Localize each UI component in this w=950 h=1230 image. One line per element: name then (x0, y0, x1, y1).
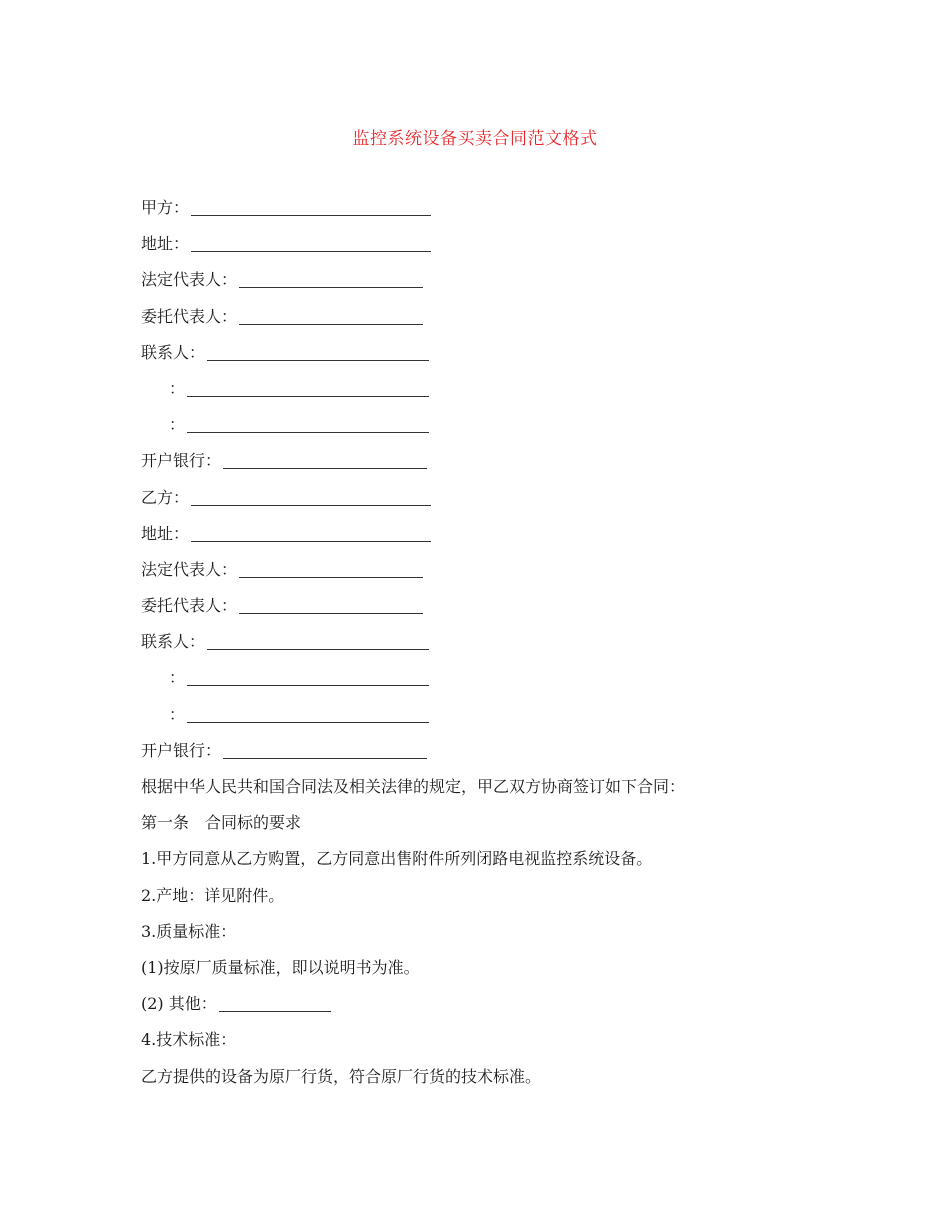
item-3-text: 3.质量标准： (141, 921, 237, 941)
party-b-agent-row (141, 593, 841, 629)
item-2-text: 2.产地：详见附件。 (141, 885, 285, 905)
item-4-text: 4.技术标准： (141, 1030, 237, 1050)
item-4-detail-text: 乙方提供的设备为原厂行货，符合原厂行货的技术标准。 (141, 1066, 542, 1086)
party-b-legal-rep-label: 法定代表人： (141, 559, 238, 579)
preamble-text: 根据中华人民共和国合同法及相关法律的规定，甲乙双方协商签订如下合同： (141, 777, 686, 796)
party-b-blank1-row (141, 665, 841, 701)
party-a-blank1-row (141, 376, 841, 412)
party-b-name-label: 乙方： (141, 487, 190, 507)
party-a-blank1-label: ： (169, 378, 186, 398)
item-1-text: 1.甲方同意从乙方购置，乙方同意出售附件所列闭路电视监控系统设备。 (141, 849, 653, 869)
party-b-bank-row (141, 738, 841, 774)
party-a-name-label: 甲方： (141, 198, 190, 217)
party-b-blank2-label: ： (169, 704, 186, 724)
party-b-contact-field[interactable] (207, 629, 429, 650)
party-a-blank2-row (141, 412, 841, 448)
party-a-bank-row (141, 448, 841, 484)
party-b-name-field[interactable] (191, 485, 431, 506)
party-b-blank2-row (141, 702, 841, 738)
party-b-blank2-field[interactable] (187, 702, 429, 723)
party-b-legal-rep-row (141, 557, 841, 593)
item-3-2-row (141, 991, 841, 1027)
document-title: 监控系统设备买卖合同范文格式 (352, 129, 598, 149)
party-a-name-row (141, 195, 841, 231)
party-a-agent-label: 委托代表人： (141, 306, 238, 326)
party-b-agent-label: 委托代表人： (141, 596, 238, 616)
item-3-1-text: (1)按原厂质量标准，即以说明书为准。 (141, 957, 420, 977)
party-b-contact-label: 联系人： (141, 632, 206, 652)
party-a-legal-rep-row (141, 267, 841, 303)
party-a-contact-row (141, 340, 841, 376)
party-a-address-label: 地址： (141, 234, 190, 254)
party-a-address-row (141, 231, 841, 267)
party-b-address-label: 地址： (141, 523, 190, 543)
contract-body (141, 195, 841, 1100)
party-a-legal-rep-field[interactable] (239, 267, 423, 288)
party-a-contact-field[interactable] (207, 340, 429, 361)
article-1-heading: 第一条 合同标的要求 (141, 813, 302, 833)
party-b-blank1-field[interactable] (187, 665, 429, 686)
party-b-agent-field[interactable] (239, 593, 423, 614)
party-a-contact-label: 联系人： (141, 342, 206, 362)
party-a-agent-field[interactable] (239, 304, 423, 325)
party-a-address-field[interactable] (191, 231, 431, 252)
party-b-name-row (141, 485, 841, 521)
party-b-legal-rep-field[interactable] (239, 557, 423, 578)
party-b-contact-row (141, 629, 841, 665)
party-a-blank2-field[interactable] (187, 412, 429, 433)
item-3-2-field[interactable] (219, 991, 331, 1012)
party-b-address-field[interactable] (191, 521, 431, 542)
party-b-bank-field[interactable] (223, 738, 427, 759)
party-a-agent-row (141, 304, 841, 340)
party-a-blank2-label: ： (169, 415, 186, 435)
item-3-2-label: (2) 其他： (141, 994, 217, 1014)
party-b-address-row (141, 521, 841, 557)
party-b-bank-label: 开户银行： (141, 740, 222, 760)
party-a-legal-rep-label: 法定代表人： (141, 270, 238, 290)
party-a-blank1-field[interactable] (187, 376, 429, 397)
party-a-bank-field[interactable] (223, 448, 427, 469)
party-b-blank1-label: ： (169, 668, 186, 688)
party-a-bank-label: 开户银行： (141, 451, 222, 471)
party-a-name-field[interactable] (191, 195, 431, 216)
